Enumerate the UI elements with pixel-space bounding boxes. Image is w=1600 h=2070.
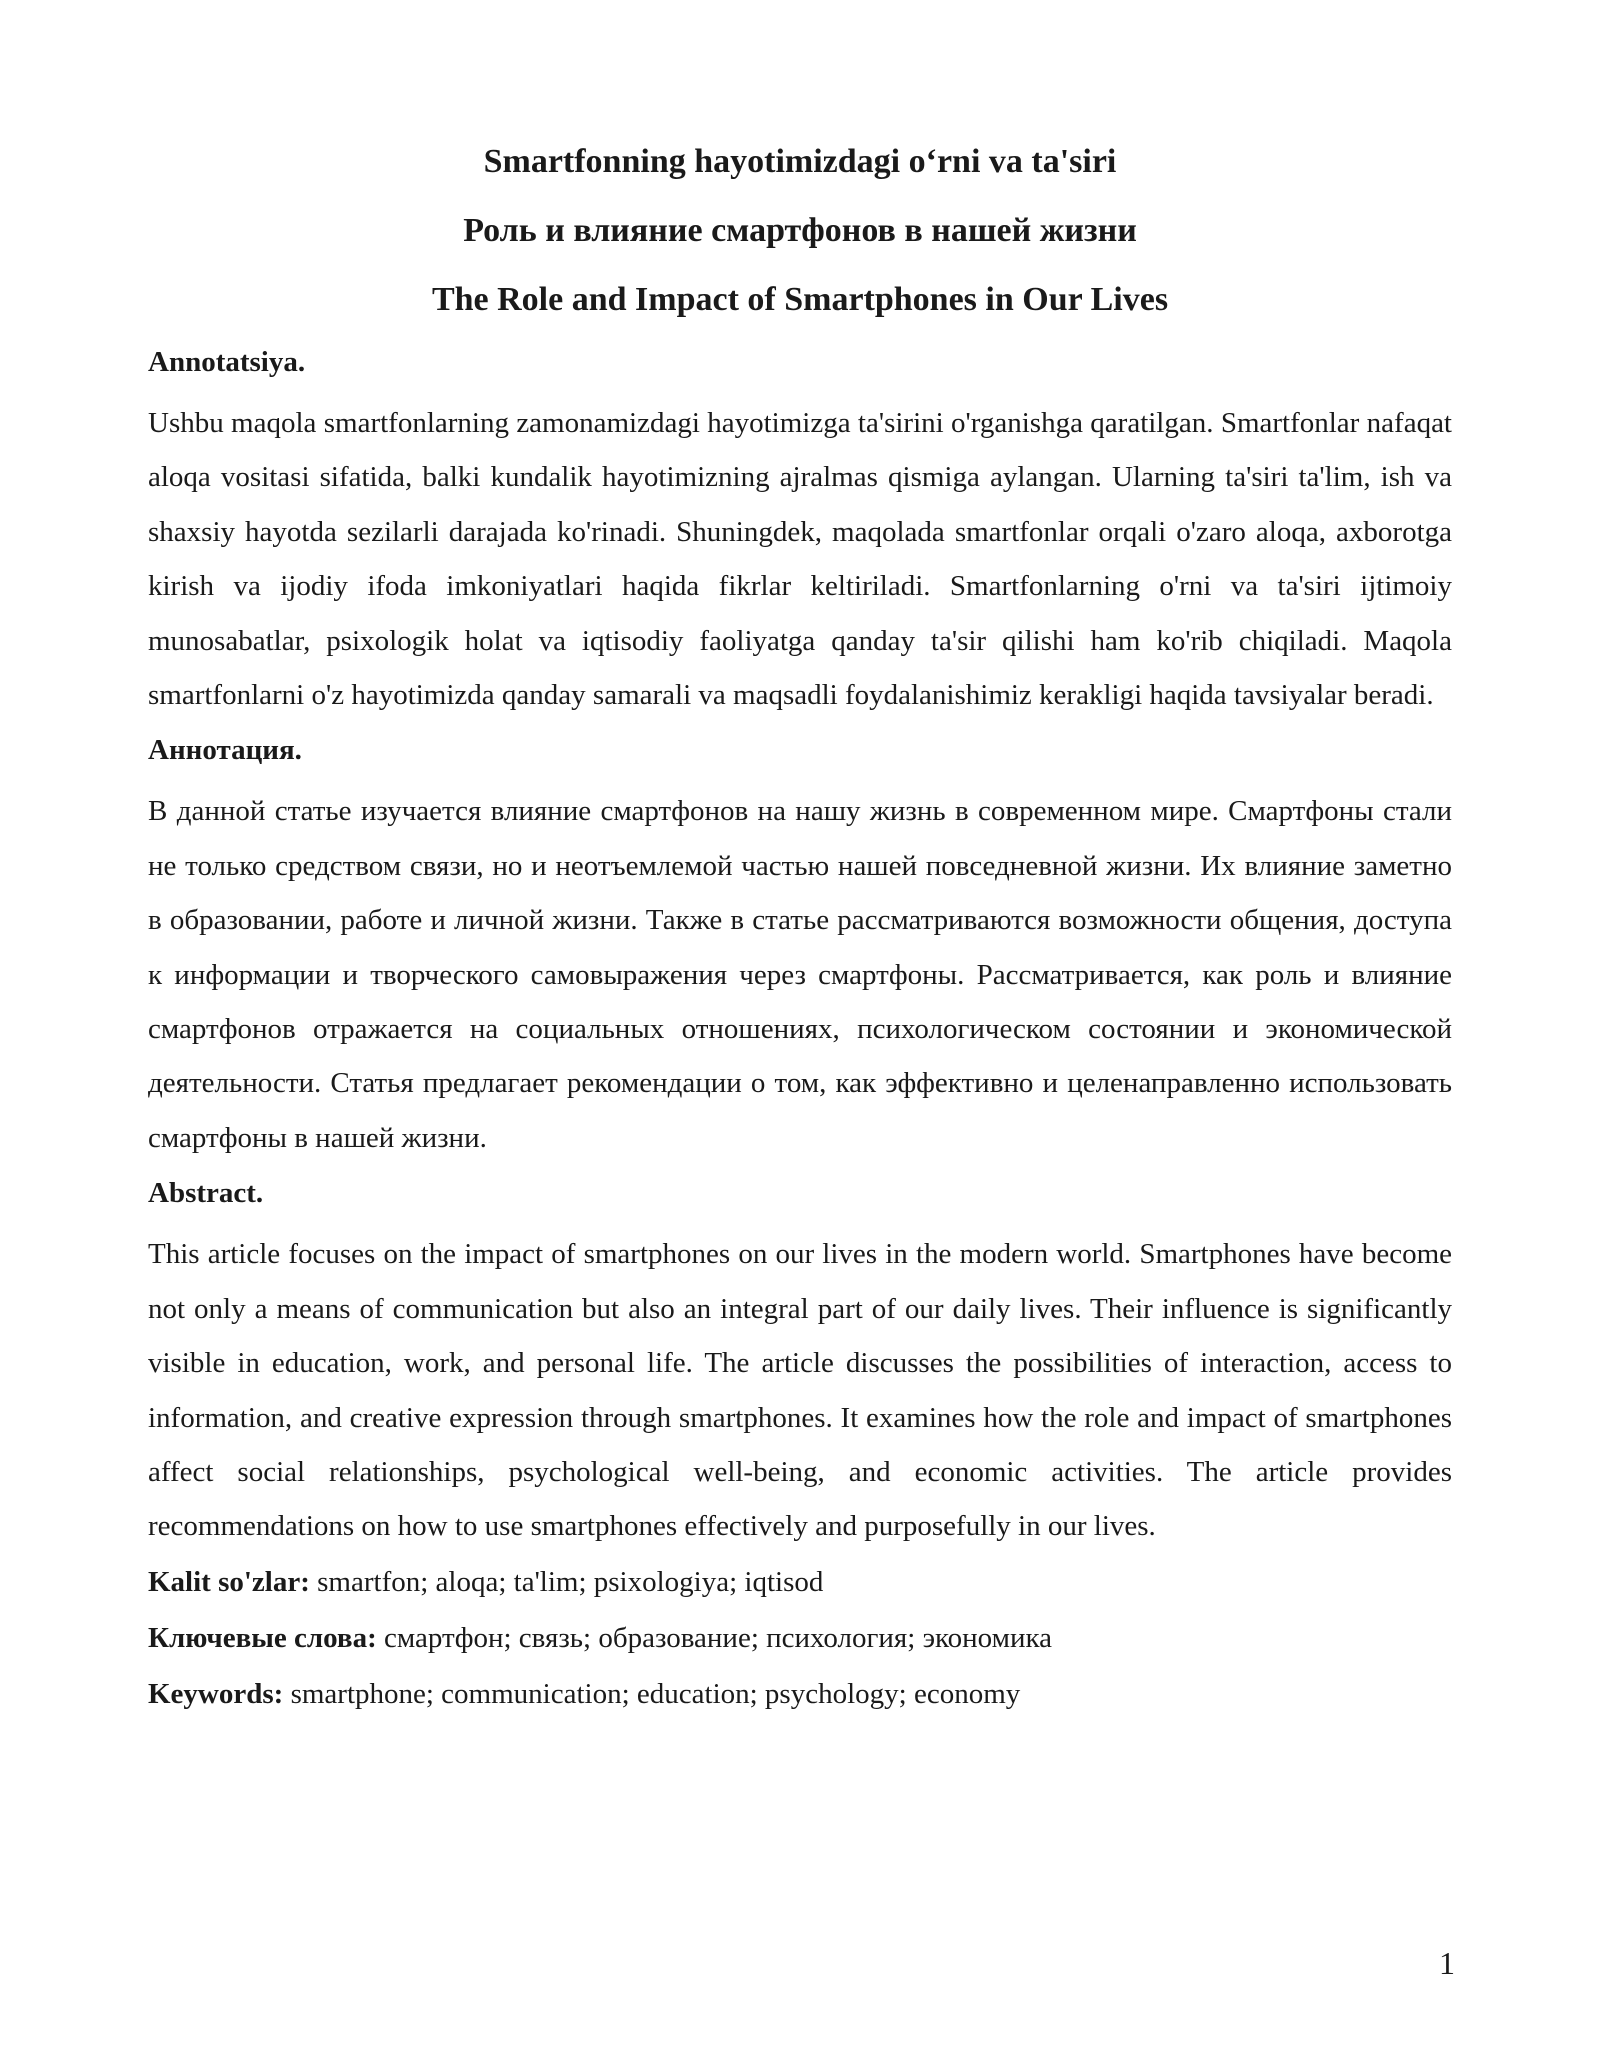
keywords-ru xyxy=(148,1618,1452,1658)
title-uzbek: Smartfonning hayotimizdagi o‘rni va ta'siri xyxy=(483,143,1117,180)
keywords-ru-value: смартфон; связь; образование; психология; экономика xyxy=(376,1621,1053,1654)
abstract-uz-text: Ushbu maqola smartfonlarning zamonamizdagi hayotimizga ta'sirini o'rganishga qaratilgan. Smartfonlar nafaqat aloqa vositasi sifatida, balki kundalik hayotimizning ajralmas qismiga aylangan. Ularning ta'siri ta'lim, ish va shaxsiy hayotda sezilarli darajada ko'rinadi. Shuningdek, maqolada smartfonlar orqali o'zaro aloqa, axborotga kirish va ijodiy ifoda imkoniyatlari haqida fikrlar keltiriladi. Smartfonlarning o'rni va ta'siri ijtimoiy munosabatlar, psixologik holat va iqtisodiy faoliyatga qanday ta'sir qilishi ham ko'rib chiqiladi. Maqola smartfonlarni o'z hayotimizda qanday samarali va maqsadli foydalanishimiz kerakligi haqida tavsiyalar beradi. xyxy=(148,407,1452,712)
keywords-en xyxy=(148,1674,1452,1714)
keywords-uz-label: Kalit so'zlar: xyxy=(148,1565,310,1598)
keywords-en-value: smartphone; communication; education; psychology; economy xyxy=(283,1677,1021,1710)
page-number: 1 xyxy=(1439,1945,1455,1981)
keywords-uz-value: smartfon; aloqa; ta'lim; psixologiya; iqtisod xyxy=(309,1565,824,1598)
abstract-en-text: This article focuses on the impact of smartphones on our lives in the modern world. Smartphones have become not only a means of communication but also an integral part of our daily lives. Their influence is significantly visible in education, work, and personal life. The article discusses the possibilities of interaction, access to information, and creative expression through smartphones. It examines how the role and impact of smartphones affect social relationships, psychological well-being, and economic activities. The article provides recommendations on how to use smartphones effectively and purposefully in our lives. xyxy=(148,1238,1452,1543)
paper-page xyxy=(148,140,1452,1730)
keywords-uz xyxy=(148,1562,1452,1602)
abstract-en-heading: Abstract. xyxy=(148,1177,264,1210)
abstract-ru-text: В данной статье изучается влияние смартфонов на нашу жизнь в современном мире. Смартфоны стали не только средством связи, но и неотъемлемой частью нашей повседневной жизни. Их влияние заметно в образовании, работе и личной жизни. Также в статье рассматриваются возможности общения, доступа к информации и творческого самовыражения через смартфоны. Рассматривается, как роль и влияние смартфонов отражается на социальных отношениях, психологическом состоянии и экономической деятельности. Статья предлагает рекомендации о том, как эффективно и целенаправленно использовать смартфоны в нашей жизни. xyxy=(148,795,1452,1154)
keywords-ru-label: Ключевые слова: xyxy=(148,1621,377,1654)
title-russian: Роль и влияние смартфонов в нашей жизни xyxy=(463,212,1137,249)
title-english: The Role and Impact of Smartphones in Our Lives xyxy=(431,281,1169,318)
keywords-en-label: Keywords: xyxy=(148,1677,284,1710)
abstract-uz-heading: Annotatsiya. xyxy=(148,346,306,378)
abstract-ru-heading: Аннотация. xyxy=(148,734,302,767)
